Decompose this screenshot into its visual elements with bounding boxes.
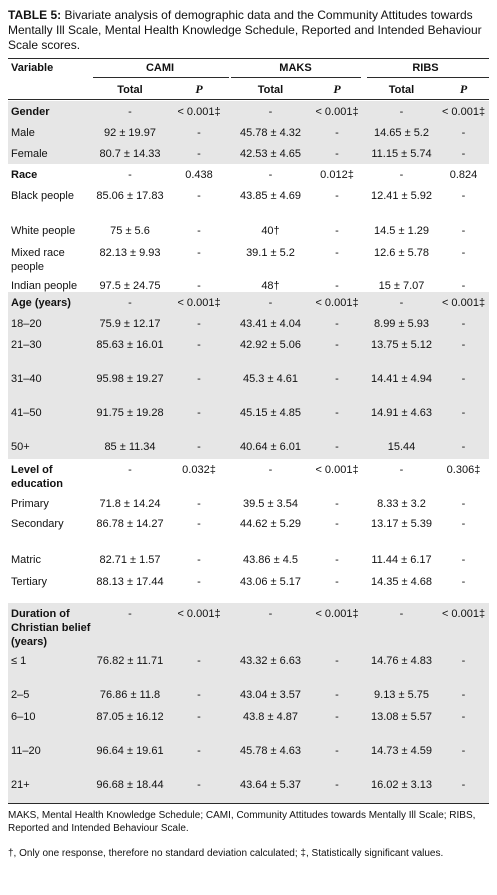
- total-cell: 14.73 ± 4.59: [370, 745, 433, 757]
- p-value-cell: -: [197, 373, 201, 385]
- p-value-cell: < 0.001‡: [315, 608, 359, 620]
- total-cell: 86.78 ± 14.27: [96, 518, 164, 530]
- total-cell: -: [268, 608, 273, 620]
- total-cell: 15 ± 7.07: [378, 280, 425, 292]
- p-value-cell: -: [461, 339, 466, 351]
- row-label: Gender: [11, 106, 50, 118]
- total-cell: 13.08 ± 5.57: [370, 711, 433, 723]
- total-cell: 43.86 ± 4.5: [243, 554, 298, 566]
- p-value-cell: -: [197, 148, 201, 160]
- total-cell: 13.75 ± 5.12: [370, 339, 433, 351]
- total-cell: -: [268, 464, 273, 476]
- p-value-cell: -: [335, 190, 339, 202]
- header-bottom-rule: [8, 99, 489, 100]
- p-value-cell: -: [197, 498, 201, 510]
- table-row: [8, 122, 489, 143]
- table-row: [8, 493, 489, 513]
- table-row: [8, 402, 489, 436]
- table-section-row: [8, 292, 489, 313]
- p-value-cell: -: [197, 518, 201, 530]
- table-section-row: [8, 603, 489, 650]
- row-label: Primary: [11, 498, 49, 510]
- p-value-cell: -: [461, 655, 466, 667]
- total-cell: 14.65 ± 5.2: [374, 127, 429, 139]
- total-cell: 43.85 ± 4.69: [239, 190, 302, 202]
- header-group-ribs: RIBS: [412, 62, 439, 74]
- row-label: Duration of Christian belief (years): [11, 608, 91, 648]
- total-cell: 45.3 ± 4.61: [243, 373, 298, 385]
- total-cell: 91.75 ± 19.28: [96, 407, 164, 419]
- p-value-cell: -: [461, 127, 466, 139]
- total-cell: -: [128, 297, 132, 309]
- row-label: 6–10: [11, 711, 36, 723]
- p-value-cell: -: [335, 148, 339, 160]
- total-cell: 45.15 ± 4.85: [239, 407, 302, 419]
- p-value-cell: < 0.001‡: [441, 297, 486, 309]
- table-row: [8, 706, 489, 740]
- p-value-cell: < 0.001‡: [441, 106, 486, 118]
- p-value-cell: -: [335, 280, 339, 292]
- table-title-label: TABLE 5:: [8, 8, 62, 22]
- table-row: [8, 513, 489, 549]
- total-cell: 97.5 ± 24.75: [99, 280, 161, 292]
- total-cell: 43.64 ± 5.37: [239, 779, 302, 791]
- header-total-maks: Total: [257, 84, 284, 96]
- total-cell: 12.6 ± 5.78: [374, 247, 429, 259]
- total-cell: 11.15 ± 5.74: [371, 148, 432, 160]
- total-cell: 39.5 ± 3.54: [243, 498, 298, 510]
- total-cell: 82.71 ± 1.57: [99, 554, 161, 566]
- total-cell: 43.32 ± 6.63: [239, 655, 302, 667]
- total-cell: 15.44: [387, 441, 416, 453]
- p-value-cell: -: [197, 655, 201, 667]
- total-cell: 45.78 ± 4.63: [239, 745, 302, 757]
- table-title: [8, 8, 492, 53]
- p-value-cell: -: [335, 711, 339, 723]
- total-cell: 76.86 ± 11.8: [99, 689, 161, 701]
- total-cell: 43.8 ± 4.87: [243, 711, 298, 723]
- total-cell: 43.04 ± 3.57: [239, 689, 302, 701]
- table-section-row: [8, 101, 489, 122]
- p-value-cell: < 0.001‡: [315, 297, 359, 309]
- table-section-row: [8, 459, 489, 493]
- p-value-cell: -: [461, 247, 466, 259]
- p-value-cell: -: [197, 339, 201, 351]
- p-value-cell: -: [335, 247, 339, 259]
- total-cell: 14.41 ± 4.94: [370, 373, 433, 385]
- total-cell: 8.33 ± 3.2: [377, 498, 426, 510]
- total-cell: -: [128, 106, 132, 118]
- total-cell: -: [399, 169, 404, 181]
- total-cell: -: [128, 464, 132, 476]
- p-value-cell: -: [461, 689, 466, 701]
- total-cell: 43.06 ± 5.17: [239, 576, 302, 588]
- total-cell: 88.13 ± 17.44: [96, 576, 164, 588]
- total-cell: 75.9 ± 12.17: [99, 318, 161, 330]
- p-value-cell: -: [197, 576, 201, 588]
- row-label: 18–20: [11, 318, 42, 330]
- p-value-cell: -: [335, 225, 339, 237]
- p-value-cell: -: [197, 689, 201, 701]
- total-cell: -: [128, 608, 132, 620]
- p-value-cell: -: [335, 339, 339, 351]
- table-row: [8, 650, 489, 684]
- p-value-cell: -: [197, 247, 201, 259]
- total-cell: 14.35 ± 4.68: [370, 576, 433, 588]
- total-cell: 14.76 ± 4.83: [370, 655, 433, 667]
- row-label: Matric: [11, 554, 41, 566]
- row-label: Female: [11, 148, 48, 160]
- table-bottom-rule: [8, 803, 489, 804]
- table-row: [8, 275, 489, 292]
- p-value-cell: -: [461, 225, 466, 237]
- p-value-cell: -: [197, 779, 201, 791]
- total-cell: 92 ± 19.97: [104, 127, 156, 139]
- total-cell: -: [399, 297, 404, 309]
- total-cell: 39.1 ± 5.2: [246, 247, 295, 259]
- header-underline-cami: [93, 77, 229, 78]
- table-row: [8, 313, 489, 334]
- header-underline-ribs: [367, 77, 489, 78]
- total-cell: 42.53 ± 4.65: [239, 148, 302, 160]
- p-value-cell: 0.824: [449, 169, 478, 181]
- total-cell: 85 ± 11.34: [104, 441, 156, 453]
- p-value-cell: < 0.001‡: [177, 608, 221, 620]
- p-value-cell: -: [197, 318, 201, 330]
- table-row: [8, 774, 489, 803]
- header-total-cami: Total: [117, 84, 143, 96]
- total-cell: -: [399, 106, 404, 118]
- p-value-cell: -: [335, 318, 339, 330]
- total-cell: -: [399, 608, 404, 620]
- p-value-cell: -: [335, 373, 339, 385]
- total-cell: 48†: [261, 280, 280, 292]
- total-cell: 96.64 ± 19.61: [96, 745, 164, 757]
- table-title-text: Bivariate analysis of demographic data and the Community Attitudes towards Mentally Ill Scale, Mental Health Knowledge Schedule, Reported and Intended Behaviour Scale scores.: [8, 8, 482, 52]
- p-value-cell: < 0.001‡: [441, 608, 486, 620]
- total-cell: 44.62 ± 5.29: [239, 518, 302, 530]
- p-value-cell: -: [461, 148, 466, 160]
- total-cell: 85.06 ± 17.83: [96, 190, 164, 202]
- table-row: [8, 334, 489, 368]
- row-label: 41–50: [11, 407, 42, 419]
- total-cell: 75 ± 5.6: [110, 225, 150, 237]
- row-label: Age (years): [11, 297, 71, 309]
- p-value-cell: -: [335, 498, 339, 510]
- row-label: Secondary: [11, 518, 64, 530]
- p-value-cell: -: [461, 711, 466, 723]
- total-cell: 96.68 ± 18.44: [96, 779, 164, 791]
- table-row: [8, 185, 489, 220]
- p-value-cell: -: [335, 441, 339, 453]
- total-cell: 11.44 ± 6.17: [371, 554, 432, 566]
- total-cell: 95.98 ± 19.27: [96, 373, 164, 385]
- header-underline-maks: [231, 77, 361, 78]
- table-row: [8, 368, 489, 402]
- row-label: Black people: [11, 190, 74, 202]
- p-value-cell: -: [461, 518, 466, 530]
- table-section-row: [8, 164, 489, 185]
- p-value-cell: -: [197, 745, 201, 757]
- row-label: 31–40: [11, 373, 42, 385]
- total-cell: -: [268, 106, 273, 118]
- p-value-cell: -: [197, 407, 201, 419]
- p-value-cell: -: [461, 745, 466, 757]
- header-variable: Variable: [11, 62, 54, 74]
- p-value-cell: 0.032‡: [182, 464, 216, 476]
- p-value-cell: -: [461, 280, 466, 292]
- p-value-cell: -: [461, 441, 466, 453]
- p-value-cell: < 0.001‡: [177, 297, 221, 309]
- p-value-cell: -: [197, 225, 201, 237]
- table-row: [8, 220, 489, 242]
- footnote-abbreviations: MAKS, Mental Health Knowledge Schedule; CAMI, Community Attitudes towards Mentally Ill Scale; RIBS, Reported and Intended Behaviour Scale.: [8, 810, 476, 834]
- total-cell: 14.5 ± 1.29: [374, 225, 429, 237]
- p-value-cell: -: [197, 190, 201, 202]
- header-p-ribs: P: [459, 82, 468, 96]
- row-label: 2–5: [11, 689, 30, 701]
- p-value-cell: -: [461, 190, 466, 202]
- p-value-cell: 0.012‡: [320, 169, 354, 181]
- row-label: 21–30: [11, 339, 42, 351]
- p-value-cell: -: [461, 498, 466, 510]
- table-row: [8, 143, 489, 164]
- header-p-maks: P: [333, 82, 341, 96]
- p-value-cell: -: [197, 711, 201, 723]
- total-cell: -: [268, 297, 273, 309]
- p-value-cell: < 0.001‡: [315, 464, 359, 476]
- table-row: [8, 436, 489, 459]
- row-label: Level of education: [11, 464, 63, 490]
- table-row: [8, 740, 489, 774]
- total-cell: 76.82 ± 11.71: [96, 655, 164, 667]
- p-value-cell: -: [197, 127, 201, 139]
- row-label: Indian people: [11, 280, 78, 292]
- total-cell: 13.17 ± 5.39: [370, 518, 433, 530]
- p-value-cell: -: [335, 518, 339, 530]
- table-header: [8, 61, 489, 101]
- p-value-cell: -: [461, 554, 466, 566]
- row-label: White people: [11, 225, 76, 237]
- p-value-cell: 0.306‡: [446, 464, 481, 476]
- p-value-cell: -: [335, 127, 339, 139]
- total-cell: 9.13 ± 5.75: [374, 689, 429, 701]
- total-cell: 82.13 ± 9.93: [99, 247, 161, 259]
- row-label: 21+: [11, 779, 30, 791]
- row-label: Race: [11, 169, 38, 181]
- p-value-cell: -: [197, 554, 201, 566]
- row-label: 11–20: [11, 745, 41, 757]
- header-group-maks: MAKS: [279, 62, 312, 74]
- p-value-cell: -: [335, 407, 339, 419]
- p-value-cell: -: [335, 779, 339, 791]
- p-value-cell: -: [335, 554, 339, 566]
- p-value-cell: -: [335, 655, 339, 667]
- header-total-ribs: Total: [388, 84, 415, 96]
- p-value-cell: -: [335, 689, 339, 701]
- row-label: Mixed race people: [11, 247, 65, 273]
- table-row: [8, 242, 489, 275]
- total-cell: 12.41 ± 5.92: [370, 190, 433, 202]
- total-cell: -: [399, 464, 404, 476]
- p-value-cell: < 0.001‡: [315, 106, 359, 118]
- total-cell: 40.64 ± 6.01: [239, 441, 302, 453]
- p-value-cell: -: [461, 373, 466, 385]
- footnote-symbols: †, Only one response, therefore no standard deviation calculated; ‡, Statistically significant values.: [8, 848, 444, 859]
- total-cell: 42.92 ± 5.06: [239, 339, 302, 351]
- header-group-cami: CAMI: [145, 62, 175, 74]
- table-row: [8, 549, 489, 571]
- row-label: ≤ 1: [11, 655, 27, 667]
- p-value-cell: -: [197, 441, 201, 453]
- total-cell: 14.91 ± 4.63: [370, 407, 433, 419]
- table-row: [8, 571, 489, 603]
- p-value-cell: -: [335, 576, 339, 588]
- total-cell: 43.41 ± 4.04: [239, 318, 302, 330]
- p-value-cell: -: [461, 576, 466, 588]
- p-value-cell: 0.438: [185, 169, 213, 181]
- total-cell: 71.8 ± 14.24: [99, 498, 161, 510]
- total-cell: 80.7 ± 14.33: [99, 148, 161, 160]
- total-cell: 40†: [261, 225, 280, 237]
- total-cell: -: [128, 169, 132, 181]
- total-cell: 85.63 ± 16.01: [96, 339, 164, 351]
- total-cell: 87.05 ± 16.12: [96, 711, 164, 723]
- table-row: [8, 684, 489, 706]
- row-label: Male: [11, 127, 35, 139]
- p-value-cell: -: [335, 745, 339, 757]
- header-top-rule: [8, 58, 489, 59]
- total-cell: 45.78 ± 4.32: [239, 127, 302, 139]
- row-label: Tertiary: [11, 576, 48, 588]
- total-cell: 8.99 ± 5.93: [374, 318, 429, 330]
- p-value-cell: -: [461, 407, 466, 419]
- total-cell: 16.02 ± 3.13: [370, 779, 433, 791]
- p-value-cell: -: [461, 318, 466, 330]
- p-value-cell: -: [197, 280, 201, 292]
- header-p-cami: P: [195, 82, 203, 96]
- p-value-cell: -: [461, 779, 466, 791]
- row-label: 50+: [11, 441, 30, 453]
- p-value-cell: < 0.001‡: [177, 106, 221, 118]
- total-cell: -: [268, 169, 273, 181]
